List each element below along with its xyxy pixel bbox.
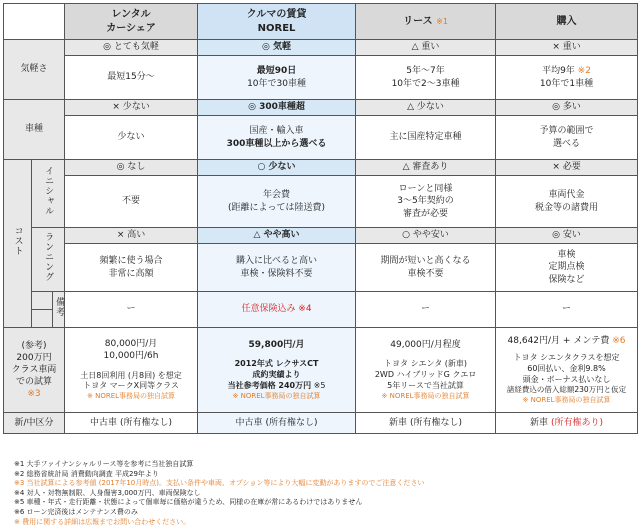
trial-norel-line2: 2012年式 レクサスCT xyxy=(234,359,319,369)
shashu-norel-detail-line1: 国産・輸入車 xyxy=(249,126,304,137)
header-norel-line1: クルマの賃貸 xyxy=(246,9,307,20)
kigaru-norel-detail xyxy=(198,56,356,100)
row-label-cost-text: コスト xyxy=(12,226,23,257)
running-norel-detail-line2: 車検・保険料不要 xyxy=(240,268,313,279)
header-purchase xyxy=(496,4,638,40)
row-label-trial xyxy=(4,328,65,413)
trial-purchase-line3: 60回払い、金利9.8% xyxy=(527,363,606,373)
running-lease-detail-line2: 車検不要 xyxy=(407,268,444,279)
initial-lease-detail-line1: ローンと同様 xyxy=(398,184,453,195)
trial-purchase-line5: 諸経費込の借入総額230万円と仮定 xyxy=(506,385,627,395)
initial-lease-detail-line3: 審査が必要 xyxy=(403,208,449,219)
kigaru-norel-detail-line2: 10年で30車種 xyxy=(247,78,306,89)
trial-norel-note: ※ NOREL事務局の独自試算 xyxy=(232,391,321,400)
newused-lease-paren: (所有権なし) xyxy=(409,417,462,428)
biko-rental: ー xyxy=(65,292,198,328)
trial-rental xyxy=(65,328,198,413)
running-rental-detail-line2: 非常に高額 xyxy=(108,268,154,279)
initial-purchase-detail xyxy=(496,176,638,228)
row-label-running xyxy=(32,228,65,292)
footnote-3: ※3 当社試算による参考値 (2017年10月時点)。支払い条件や車両、オプション等により大幅に変動がありますのでご注意ください xyxy=(14,479,425,488)
shashu-purchase-detail-line1: 予算の範囲で xyxy=(539,126,594,137)
kigaru-purchase-detail-line2: 10年で1車種 xyxy=(539,78,594,89)
header-lease xyxy=(356,4,496,40)
row-label-biko-spacer2 xyxy=(32,310,53,328)
shashu-rental-detail: 少ない xyxy=(65,116,198,160)
trial-rental-line1: 80,000円/月 xyxy=(104,339,158,350)
trial-purchase-line4: 頭金・ボーナス払いなし xyxy=(522,374,611,384)
footnote-4: ※4 対人・対物無制限、人身傷害3,000万円、車両保険なし xyxy=(14,488,201,497)
header-lease-mark: ※1 xyxy=(436,16,448,26)
shashu-norel-detail-line2: 300車種以上から選べる xyxy=(226,138,327,149)
trial-label-line4: での試算 xyxy=(16,377,53,388)
newused-rental xyxy=(65,413,198,434)
running-purchase-detail-line3: 保険など xyxy=(548,274,585,285)
comparison-table xyxy=(3,3,638,434)
header-rental-line2: カーシェア xyxy=(106,22,156,34)
newused-purchase-main: 新車 xyxy=(530,417,549,428)
running-purchase-rating: ◎ 安い xyxy=(496,228,638,244)
trial-rental-line2: 10,000円/6h xyxy=(103,351,159,362)
kigaru-purchase-detail xyxy=(496,56,638,100)
footnotes xyxy=(14,460,634,527)
newused-purchase-paren: (所有権あり) xyxy=(550,417,603,428)
trial-lease-line2: トヨタ シエンタ (新車) xyxy=(384,359,468,369)
header-corner xyxy=(4,4,65,40)
biko-lease: ー xyxy=(356,292,496,328)
kigaru-rental-rating: ◎ とても気軽 xyxy=(65,40,198,56)
running-purchase-detail xyxy=(496,244,638,292)
shashu-norel-detail xyxy=(198,116,356,160)
header-lease-label: リース xyxy=(403,15,433,27)
footnote-7: ※ 費用に関する詳細は広報までお問い合わせください。 xyxy=(14,517,191,526)
kigaru-norel-rating: ◎ 気軽 xyxy=(198,40,356,56)
initial-rental-detail: 不要 xyxy=(65,176,198,228)
footnote-1: ※1 大手ファイナンシャルリース等を参考に当社独自試算 xyxy=(14,460,194,468)
footnote-2: ※2 総務省統計局 消費動向調査 平成29年より xyxy=(14,469,159,478)
newused-norel-paren: (所有権なし) xyxy=(265,417,318,428)
trial-rental-line4: トヨタ マークX同等クラス xyxy=(83,381,179,391)
shashu-rental-rating: × 少ない xyxy=(65,100,198,116)
row-label-shashu: 車種 xyxy=(4,100,65,160)
initial-lease-rating: △ 審査あり xyxy=(356,160,496,176)
initial-purchase-rating: × 必要 xyxy=(496,160,638,176)
row-label-initial xyxy=(32,160,65,228)
running-norel-detail-line1: 購入に比べると高い xyxy=(236,256,318,267)
trial-lease-line4: 5年リースで当社試算 xyxy=(387,380,464,390)
trial-label-mark: ※3 xyxy=(27,389,41,400)
trial-lease-note: ※ NOREL事務局の独自試算 xyxy=(381,391,470,400)
running-lease-rating: ○ やや安い xyxy=(356,228,496,244)
kigaru-purchase-rating: × 重い xyxy=(496,40,638,56)
biko-norel: 任意保険込み ※4 xyxy=(198,292,356,328)
kigaru-lease-detail-line1: 5年〜7年 xyxy=(406,66,445,77)
shashu-lease-detail: 主に国産特定車種 xyxy=(356,116,496,160)
shashu-purchase-detail-line2: 選べる xyxy=(553,138,581,149)
running-lease-detail xyxy=(356,244,496,292)
kigaru-purchase-mark: ※2 xyxy=(577,66,591,77)
trial-purchase-line2: トヨタ シエンタクラスを想定 xyxy=(513,353,620,363)
row-label-initial-text: イニシャル xyxy=(43,166,54,217)
trial-norel-line4-mark: ※5 xyxy=(313,380,326,390)
trial-lease-line1: 49,000円/月程度 xyxy=(390,340,461,351)
trial-purchase-line1: 48,642円/月 + メンテ費 xyxy=(507,335,610,346)
newused-lease xyxy=(356,413,496,434)
running-norel-detail xyxy=(198,244,356,292)
shashu-purchase-detail xyxy=(496,116,638,160)
kigaru-lease-rating: △ 重い xyxy=(356,40,496,56)
newused-rental-paren: (所有権なし) xyxy=(119,417,172,428)
kigaru-norel-detail-line1: 最短90日 xyxy=(256,66,297,77)
trial-norel-line4: 当社参考価格 240万円 xyxy=(227,380,312,390)
initial-purchase-detail-line1: 車両代金 xyxy=(548,190,585,201)
trial-rental-note: ※ NOREL事務局の独自試算 xyxy=(87,392,176,401)
trial-norel-line1: 59,800円/月 xyxy=(248,340,305,351)
kigaru-lease-detail xyxy=(356,56,496,100)
row-label-biko-spacer xyxy=(32,292,53,310)
initial-norel-detail xyxy=(198,176,356,228)
shashu-purchase-rating: ◎ 多い xyxy=(496,100,638,116)
header-rental-line1: レンタル xyxy=(111,9,151,20)
biko-purchase: ー xyxy=(496,292,638,328)
initial-norel-detail-line1: 年会費 xyxy=(263,190,291,201)
row-label-cost xyxy=(4,160,32,328)
running-purchase-detail-line1: 車検 xyxy=(557,250,576,261)
kigaru-rental-detail: 最短15分〜 xyxy=(65,56,198,100)
running-purchase-detail-line2: 定期点検 xyxy=(548,262,585,273)
trial-purchase-line1-mark: ※6 xyxy=(612,335,626,346)
footnote-5: ※5 車種・年式・走行距離・状態によって個車毎に価格が違うため、同様の在庫が常にあるわけではありません xyxy=(14,498,363,507)
running-lease-detail-line1: 期間が短いと高くなる xyxy=(380,256,471,267)
running-rental-detail xyxy=(65,244,198,292)
running-rental-rating: × 高い xyxy=(65,228,198,244)
shashu-lease-rating: △ 少ない xyxy=(356,100,496,116)
kigaru-lease-detail-line2: 10年で2〜3車種 xyxy=(391,78,460,89)
header-norel-line2: NOREL xyxy=(257,22,296,34)
row-label-biko-text: 備考 xyxy=(54,297,65,318)
initial-rental-rating: ◎ なし xyxy=(65,160,198,176)
trial-label-line1: (参考) xyxy=(21,340,47,351)
trial-lease xyxy=(356,328,496,413)
initial-purchase-detail-line2: 税金等の諸費用 xyxy=(535,202,599,213)
initial-lease-detail-line2: 3〜5年契約の xyxy=(397,196,454,207)
header-purchase-label: 購入 xyxy=(556,15,577,27)
trial-purchase-note: ※ NOREL事務局の独自試算 xyxy=(522,395,611,404)
row-label-kigaru: 気軽さ xyxy=(4,40,65,100)
kigaru-purchase-detail-line1: 平均9年 xyxy=(542,66,575,77)
running-rental-detail-line1: 頻繁に使う場合 xyxy=(99,256,163,267)
trial-label-line3: クラス車両 xyxy=(11,364,57,375)
header-norel xyxy=(198,4,356,40)
row-label-biko xyxy=(53,292,65,328)
footnote-6: ※6 ローン完済後はメンテナンス費のみ xyxy=(14,507,138,516)
newused-rental-main: 中古車 xyxy=(90,417,118,428)
row-label-newused: 新/中区分 xyxy=(4,413,65,434)
trial-norel xyxy=(198,328,356,413)
trial-label-line2: 200万円 xyxy=(16,352,52,363)
trial-lease-line3: 2WD ハイブリッドG クエロ xyxy=(374,369,477,379)
trial-purchase xyxy=(496,328,638,413)
newused-purchase xyxy=(496,413,638,434)
initial-norel-detail-line2: (距離によっては陸送費) xyxy=(228,202,326,213)
trial-rental-line3: 土日8回利用 (月8回) を想定 xyxy=(80,370,182,380)
shashu-norel-rating: ◎ 300車種超 xyxy=(198,100,356,116)
header-rental xyxy=(65,4,198,40)
newused-lease-main: 新車 xyxy=(389,417,408,428)
initial-lease-detail xyxy=(356,176,496,228)
initial-norel-rating: ○ 少ない xyxy=(198,160,356,176)
newused-norel-main: 中古車 xyxy=(235,417,263,428)
newused-norel xyxy=(198,413,356,434)
running-norel-rating: △ やや高い xyxy=(198,228,356,244)
row-label-running-text: ランニング xyxy=(43,232,54,283)
trial-norel-line3: 成約実績より xyxy=(252,369,301,379)
